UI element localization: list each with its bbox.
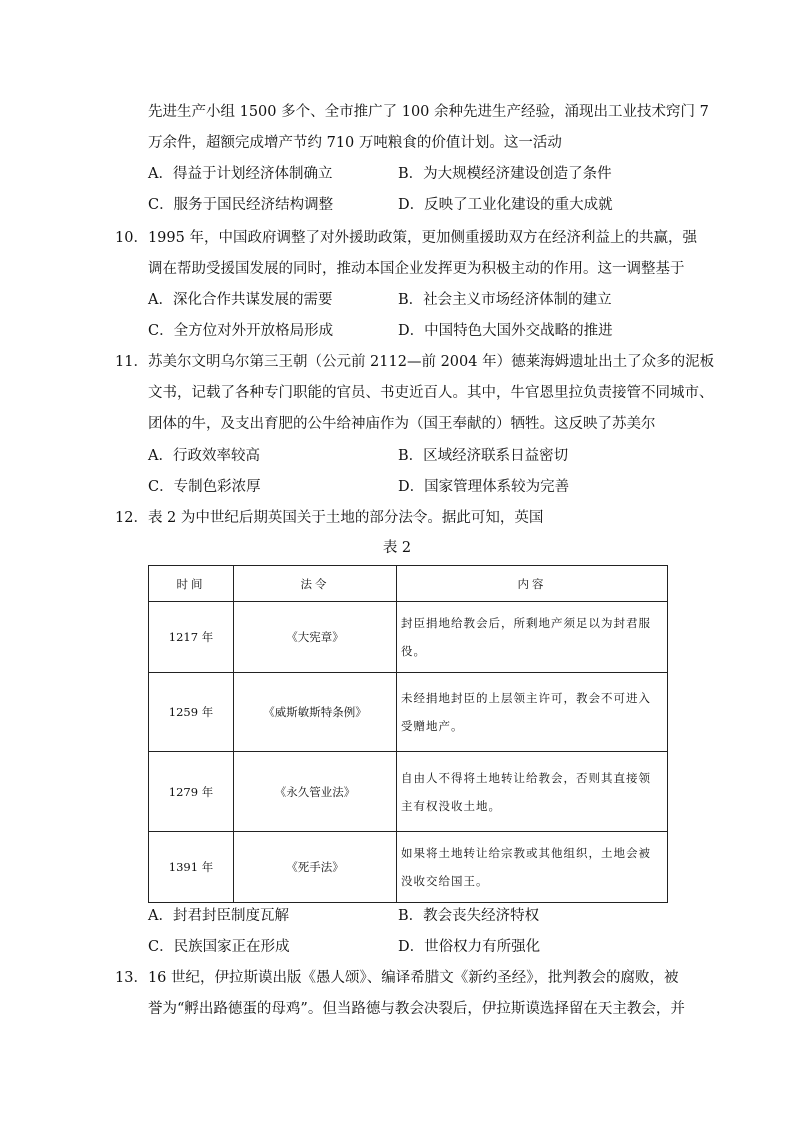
- cell-content: 如果将土地转让给宗教或其他组织，土地会被没收交给国王。: [397, 832, 668, 903]
- q12-stem: 12．表 2 为中世纪后期英国关于土地的部分法令。据此可知，英国: [115, 510, 544, 526]
- table-row: [149, 673, 668, 752]
- header-law: 法令: [234, 566, 397, 602]
- q11-line-3: 团体的牛，及支出育肥的公牛给神庙作为（国王奉献的）牺牲。这反映了苏美尔: [148, 416, 656, 432]
- land-laws-table: [148, 565, 668, 903]
- cell-time: 1391 年: [149, 832, 234, 903]
- cell-time: 1259 年: [149, 673, 234, 752]
- q9-line-2: 万余件，超额完成增产节约 710 万吨粮食的价值计划。这一活动: [148, 135, 562, 151]
- cell-law: 《威斯敏斯特条例》: [234, 673, 397, 752]
- cell-time: 1217 年: [149, 602, 234, 673]
- table-row: [149, 602, 668, 673]
- cell-content: 未经捐地封臣的上层领主许可，教会不可进入受赠地产。: [397, 673, 668, 752]
- q10-option-b[interactable]: B．社会主义市场经济体制的建立: [398, 292, 612, 308]
- table-header-row: [149, 566, 668, 602]
- q12-option-d[interactable]: D．世俗权力有所强化: [398, 939, 541, 955]
- q12-option-b[interactable]: B．教会丧失经济特权: [398, 908, 540, 924]
- q10-option-a[interactable]: A．深化合作共谋发展的需要: [148, 292, 333, 308]
- q11-option-b[interactable]: B．区域经济联系日益密切: [398, 448, 569, 464]
- table-title: 表 2: [382, 540, 412, 556]
- table-row: [149, 832, 668, 903]
- header-time: 时间: [149, 566, 234, 602]
- q9-option-d[interactable]: D．反映了工业化建设的重大成就: [398, 197, 613, 213]
- cell-content: 封臣捐地给教会后，所剩地产须足以为封君服役。: [397, 602, 668, 673]
- cell-time: 1279 年: [149, 752, 234, 832]
- q12-option-a[interactable]: A．封君封臣制度瓦解: [148, 908, 289, 924]
- q11-option-c[interactable]: C．专制色彩浓厚: [148, 479, 261, 495]
- q10-option-c[interactable]: C．全方位对外开放格局形成: [148, 323, 334, 339]
- q9-option-b[interactable]: B．为大规模经济建设创造了条件: [398, 166, 612, 182]
- q9-line-1: 先进生产小组 1500 多个、全市推广了 100 余种先进生产经验，涌现出工业技术窍门 7: [148, 104, 709, 120]
- q13-line-1: 13．16 世纪，伊拉斯谟出版《愚人颂》、编译希腊文《新约圣经》，批判教会的腐败，被: [115, 970, 679, 986]
- q10-line-2: 调在帮助受援国发展的同时，推动本国企业发挥更为积极主动的作用。这一调整基于: [148, 261, 685, 277]
- q9-option-c[interactable]: C．服务于国民经济结构调整: [148, 197, 334, 213]
- cell-content: 自由人不得将土地转让给教会，否则其直接领主有权没收土地。: [397, 752, 668, 832]
- cell-law: 《永久管业法》: [234, 752, 397, 832]
- table-row: [149, 752, 668, 832]
- q10-option-d[interactable]: D．中国特色大国外交战略的推进: [398, 323, 613, 339]
- q11-line-2: 文书，记载了各种专门职能的官员、书吏近百人。其中，牛官恩里拉负责接管不同城市、: [148, 385, 714, 401]
- q11-option-d[interactable]: D．国家管理体系较为完善: [398, 479, 570, 495]
- q9-option-a[interactable]: A．得益于计划经济体制确立: [148, 166, 333, 182]
- q11-option-a[interactable]: A．行政效率较高: [148, 448, 260, 464]
- cell-law: 《大宪章》: [234, 602, 397, 673]
- header-content: 内容: [397, 566, 668, 602]
- q10-line-1: 10．1995 年，中国政府调整了对外援助政策，更加侧重援助双方在经济利益上的共赢，强: [115, 230, 697, 246]
- q12-option-c[interactable]: C．民族国家正在形成: [148, 939, 290, 955]
- q13-line-2: 誉为“孵出路德蛋的母鸡”。但当路德与教会决裂后，伊拉斯谟选择留在天主教会，并: [148, 1001, 685, 1017]
- cell-law: 《死手法》: [234, 832, 397, 903]
- q11-line-1: 11．苏美尔文明乌尔第三王朝（公元前 2112—前 2004 年）德莱海姆遗址出土了众多的泥板: [115, 354, 715, 370]
